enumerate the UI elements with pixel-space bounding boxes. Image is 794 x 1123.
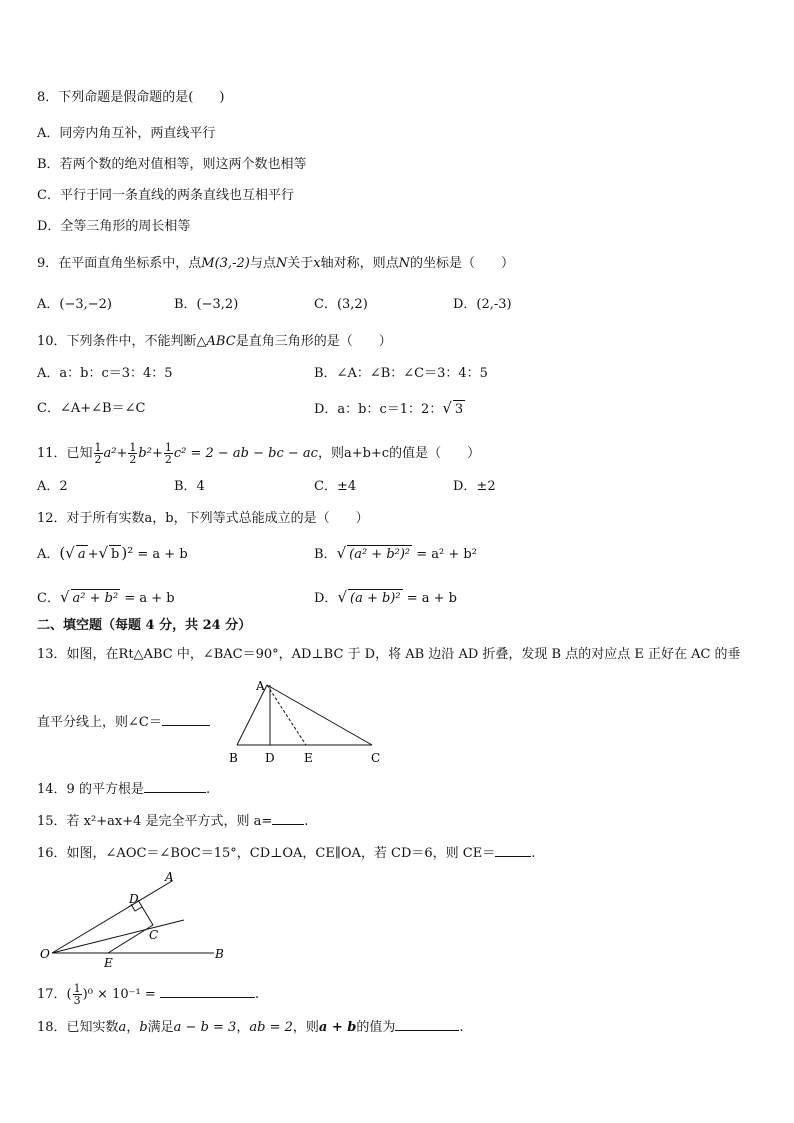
q15-answer-blank[interactable] [272, 812, 304, 825]
q14-stem: 14．9 的平方根是 . [37, 782, 211, 797]
q13-stem: 13．如图，在Rt△ABC 中，∠BAC＝90°，AD⊥BC 于 D，将 AB 边沿 AD 折叠，发现 B 点的对应点 E 正好在 AC 的垂 [37, 647, 741, 662]
q16-stem: 16．如图，∠AOC＝∠BOC＝15°，CD⊥OA，CE∥OA，若 CD＝6，则 CE＝ . [37, 846, 536, 861]
q16-angle-figure [36, 868, 236, 970]
q12-option-d: D．√ (a + b)² = a + b [314, 588, 457, 606]
q10-option-b: B．∠A：∠B：∠C＝3：4：5 [314, 366, 488, 381]
q12-option-a: A．(√ a +√ b )² = a + b [37, 544, 188, 562]
q9-stem: 9．在平面直角坐标系中，点M(3,-2)与点N关于x轴对称，则点N的坐标是（ ） [37, 256, 514, 271]
q11-option-a: A．2 [37, 479, 68, 494]
q16-label-d: D [129, 892, 139, 906]
q12-option-b: B．√ (a² + b²)² = a² + b² [314, 544, 477, 562]
q8-option-c: C．平行于同一条直线的两条直线也互相平行 [37, 188, 294, 203]
q16-answer-blank[interactable] [495, 844, 531, 857]
q18-stem: 18．已知实数a，b满足a − b = 3，ab = 2，则a + b的值为 . [37, 1020, 464, 1035]
q13-label-b: B [229, 751, 238, 765]
q9-option-b: B．(−3,2) [174, 297, 239, 312]
q17-stem: 17．( $\frac{1}{3}$ )⁰ × 10⁻¹ = . [37, 982, 259, 1007]
q8-option-b: B．若两个数的绝对值相等，则这两个数也相等 [37, 157, 307, 172]
q14-answer-blank[interactable] [144, 780, 206, 793]
q16-label-a: A [165, 870, 174, 884]
q11-option-c: C．±4 [314, 479, 357, 494]
q11-stem: 11．已知 $\frac{1}{2}$ a²+ $\frac{1}{2}$ b²+ $\frac{1}{2}$ c² = 2 − ab − bc − ac，则a+b+c的值是（ ） [37, 441, 481, 466]
q16-label-c: C [149, 928, 159, 942]
q16-label-b: B [215, 947, 224, 961]
q11-option-d: D．±2 [453, 479, 496, 494]
point-m: M(3,-2) [201, 256, 250, 271]
q13-triangle-figure [220, 676, 390, 768]
q11-option-b: B．4 [174, 479, 205, 494]
section-heading: 二、填空题（每题 4 分，共 24 分） [37, 618, 252, 633]
q13-label-e: E [304, 751, 313, 765]
q12-stem: 12．对于所有实数a，b，下列等式总能成立的是（ ） [37, 511, 369, 526]
q15-stem: 15．若 x²+ax+4 是完全平方式，则 a= . [37, 814, 309, 829]
q10-option-a: A．a：b：c＝3：4：5 [37, 366, 173, 381]
q13-label-d: D [265, 751, 275, 765]
q13-stem-2: 直平分线上，则∠C＝ [37, 713, 210, 732]
q16-label-e: E [104, 956, 113, 970]
q10-option-c: C．∠A+∠B＝∠C [37, 401, 146, 416]
q9-option-c: C．(3,2) [314, 297, 368, 312]
q10-option-d: D．a：b：c＝1：2：√ 3 [314, 399, 464, 417]
q8-stem: 8．下列命题是假命题的是( ) [37, 90, 225, 105]
q13-answer-blank[interactable] [162, 713, 210, 726]
q8-option-d: D．全等三角形的周长相等 [37, 219, 191, 234]
q10-stem: 10．下列条件中，不能判断△ABC是直角三角形的是（ ） [37, 334, 392, 349]
q9-option-a: A．(−3,−2) [37, 297, 112, 312]
q18-answer-blank[interactable] [395, 1018, 459, 1031]
q13-label-a: A [256, 679, 265, 693]
q9-option-d: D．(2,-3) [453, 297, 512, 312]
q13-label-c: C [371, 751, 381, 765]
q16-label-o: O [40, 947, 50, 961]
q17-answer-blank[interactable] [160, 985, 255, 998]
q12-option-c: C．√ a² + b² = a + b [37, 588, 175, 606]
q8-option-a: A．同旁内角互补，两直线平行 [37, 126, 216, 141]
